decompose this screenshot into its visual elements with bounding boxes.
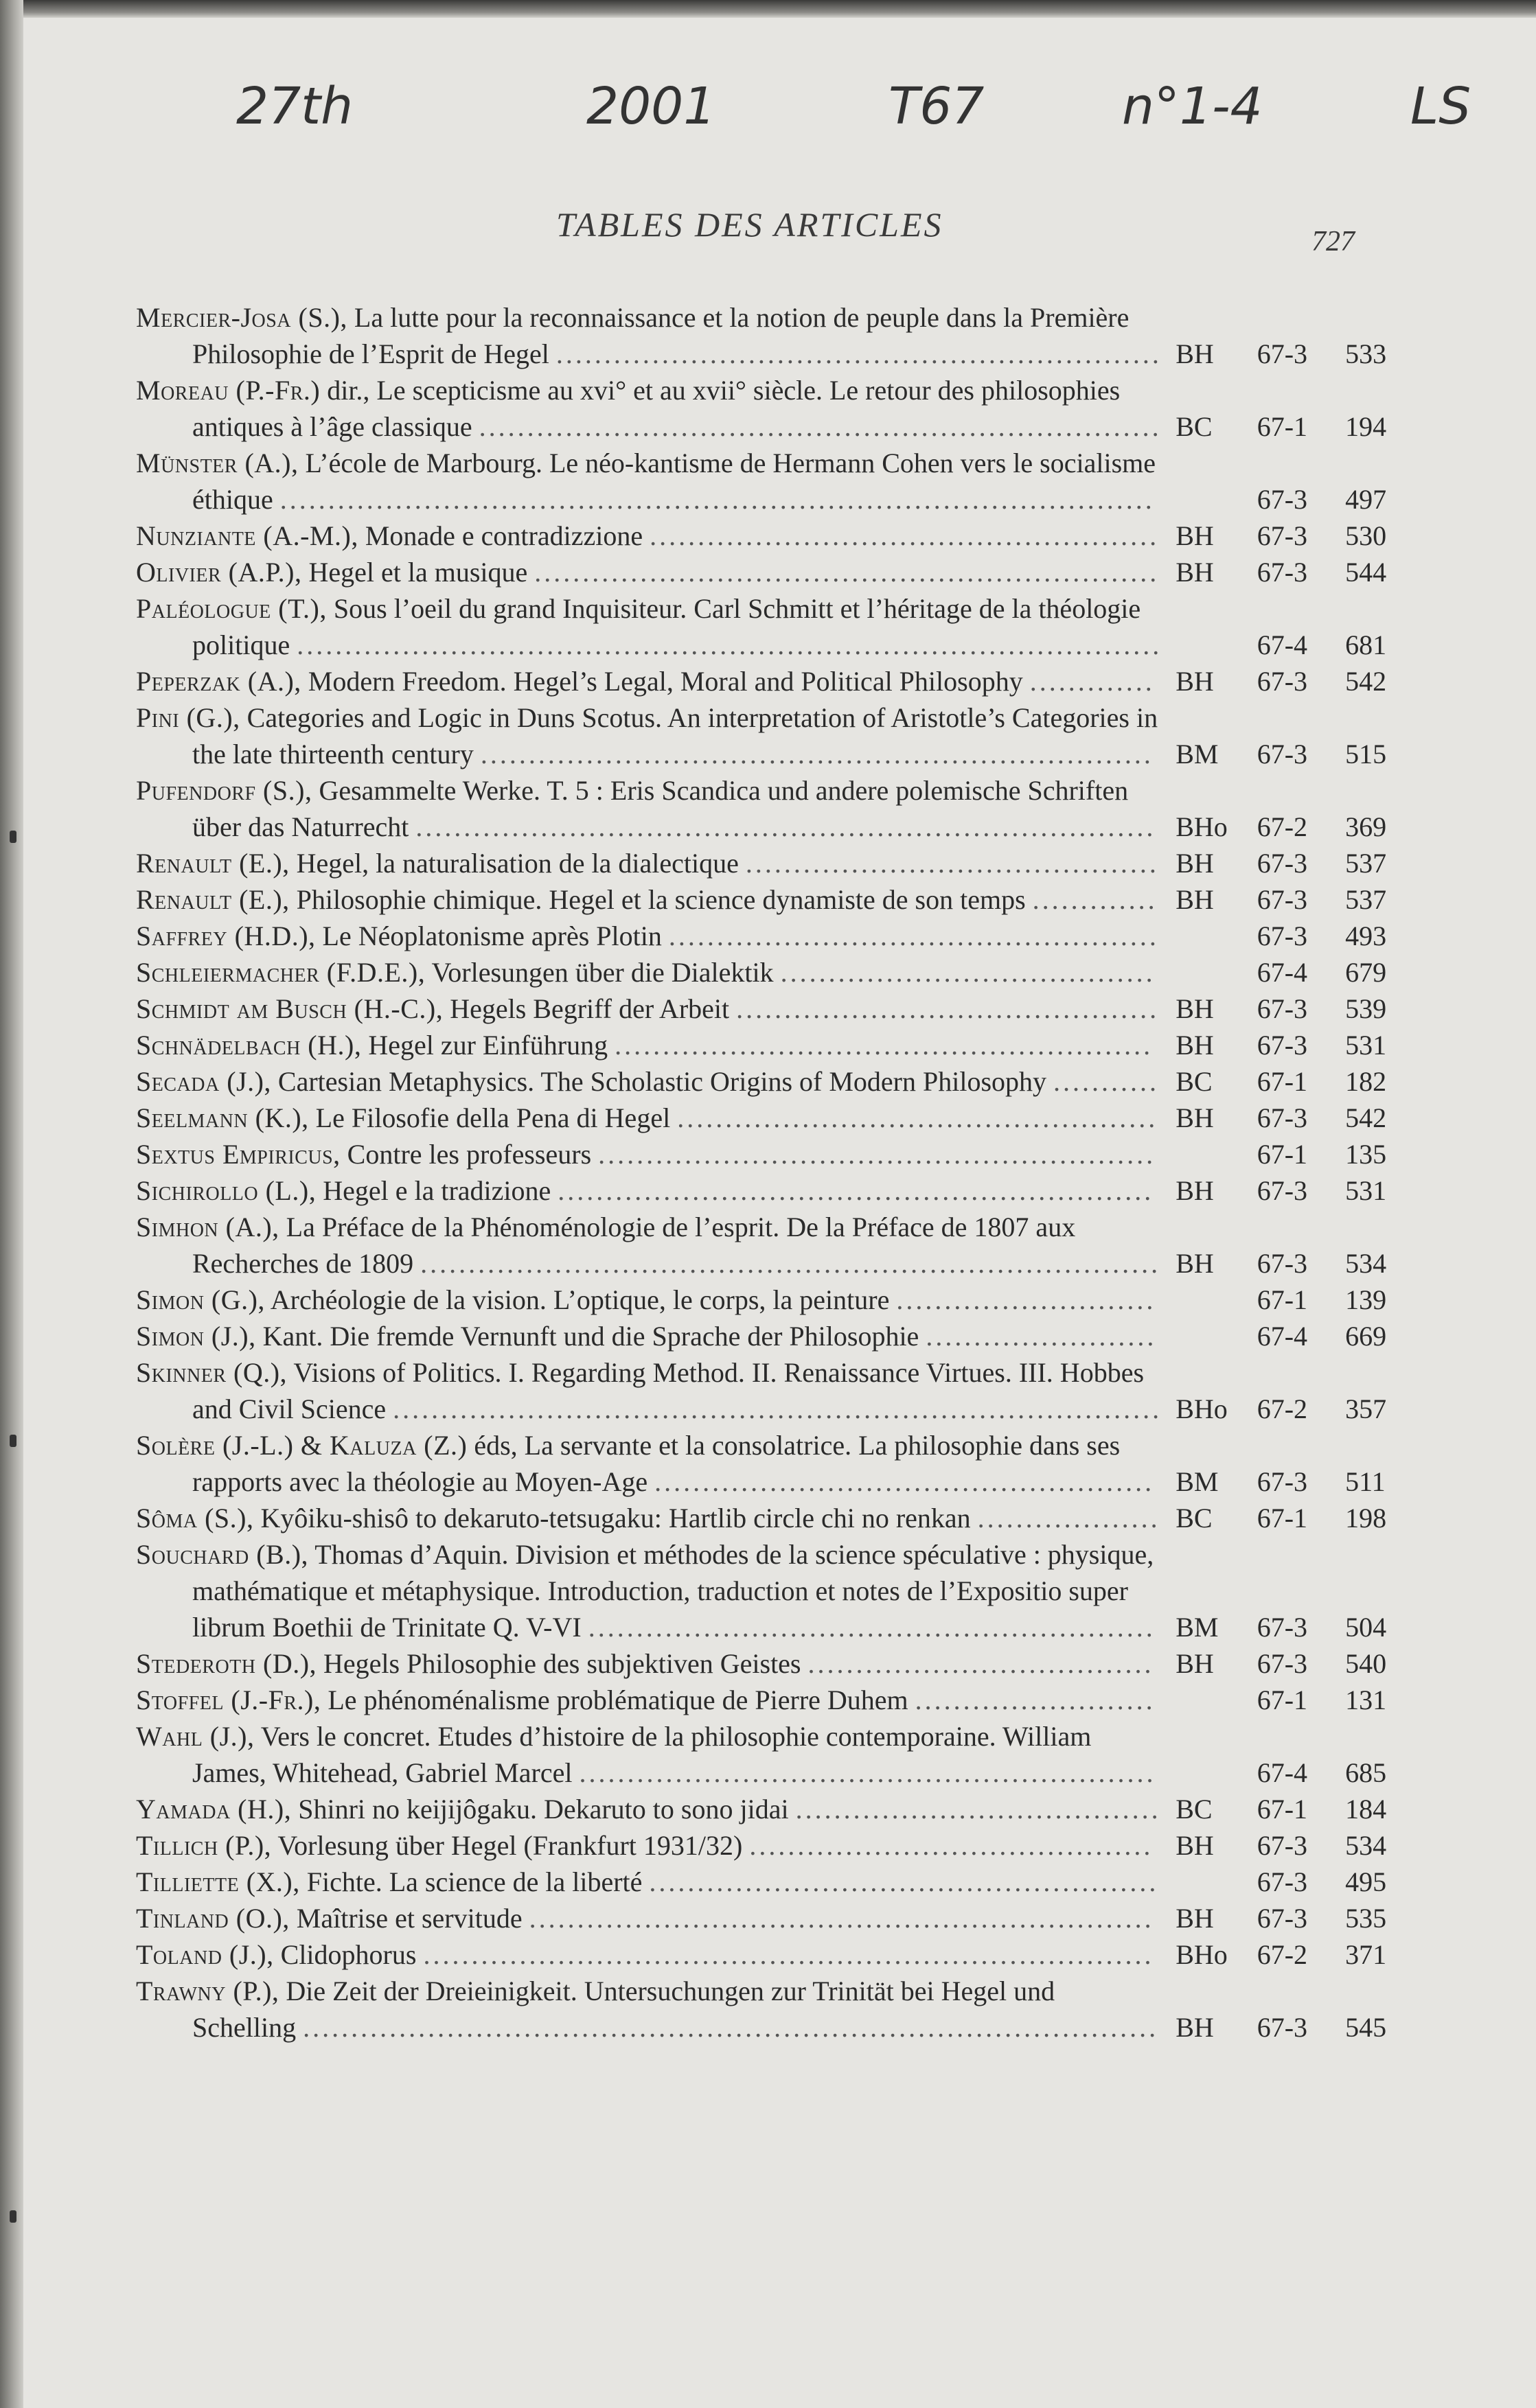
- dot-leader: ...................: [977, 1503, 1160, 1533]
- entry-section-abbr: BH: [1176, 2012, 1214, 2043]
- book-page: [23, 18, 1536, 2408]
- entry-author: Peperzak (A.),: [136, 666, 301, 697]
- index-entry: [136, 1536, 1406, 1645]
- entry-text: [136, 918, 1162, 954]
- scan-left-edge: [0, 0, 23, 2408]
- dot-leader: .............: [1029, 666, 1155, 697]
- entry-volume: 67-2: [1257, 1393, 1308, 1424]
- entry-text: [136, 1209, 1162, 1282]
- index-entry: [136, 845, 1406, 881]
- dot-leader: ...........: [1053, 1066, 1160, 1097]
- entry-title: Die Zeit der Dreieinigkeit. Untersuchungen zur Trinität bei Hegel und Schelling: [192, 1976, 1055, 2043]
- index-entry: [136, 918, 1406, 954]
- entry-page: 504: [1345, 1612, 1387, 1643]
- dot-leader: ................................................................................: [393, 1393, 1162, 1424]
- entry-page: 537: [1345, 884, 1387, 915]
- dot-leader: ..........................................: [749, 1830, 1154, 1861]
- entry-author: Yamada (H.),: [136, 1794, 292, 1825]
- entry-text: [136, 1500, 1162, 1536]
- dot-leader: ......................................: [795, 1794, 1161, 1825]
- handwritten-note-part: 27th: [236, 77, 354, 136]
- entry-title: Vorlesung über Hegel (Frankfurt 1931/32): [271, 1830, 750, 1861]
- entry-title: Le phénoménalisme problématique de Pierre Duhem: [321, 1685, 915, 1715]
- entry-volume: 67-3: [1257, 2012, 1308, 2043]
- entry-title: Cartesian Metaphysics. The Scholastic Origins of Modern Philosophy: [271, 1066, 1054, 1097]
- entry-volume: 67-3: [1257, 1830, 1308, 1861]
- dot-leader: .........................: [915, 1685, 1156, 1715]
- entry-text: [136, 1427, 1162, 1500]
- entry-text: [136, 663, 1162, 699]
- index-entry: [136, 1100, 1406, 1136]
- page-number: 727: [1311, 226, 1355, 257]
- entry-author: Saffrey (H.D.),: [136, 921, 316, 951]
- entry-volume: 67-3: [1257, 993, 1308, 1024]
- entry-title: Vorlesungen über die Dialektik: [425, 957, 781, 988]
- index-entry: [136, 1682, 1406, 1718]
- entry-author: Simon (J.),: [136, 1321, 256, 1352]
- entry-section-abbr: BH: [1176, 1030, 1214, 1061]
- entry-title: La lutte pour la reconnaissance et la notion de peuple dans la Première Philosophie de l’Esprit de Hegel: [192, 302, 1130, 369]
- entry-section-abbr: BC: [1176, 411, 1213, 442]
- dot-leader: .......................................: [780, 957, 1156, 988]
- entry-text: [136, 1027, 1162, 1063]
- entry-page: 544: [1345, 557, 1387, 588]
- entry-text: [136, 554, 1162, 590]
- entry-text: [136, 1063, 1162, 1100]
- entry-text: [136, 1536, 1162, 1645]
- entry-page: 681: [1345, 629, 1387, 660]
- entry-page: 545: [1345, 2012, 1387, 2043]
- entry-author: Paléologue (T.),: [136, 593, 327, 624]
- entry-page: 139: [1345, 1284, 1387, 1315]
- index-entry: [136, 1318, 1406, 1354]
- entry-section-abbr: BH: [1176, 520, 1214, 551]
- dot-leader: ..........................................................: [598, 1139, 1156, 1170]
- entry-page: 542: [1345, 1102, 1387, 1133]
- entry-page: 685: [1345, 1757, 1387, 1788]
- entry-volume: 67-3: [1257, 921, 1308, 951]
- entry-title: Categories and Logic in Duns Scotus. An interpretation of Aristotle’s Categories in the late thirteenth century: [192, 702, 1158, 769]
- margin-mark: [10, 2210, 16, 2223]
- entry-volume: 67-3: [1257, 1102, 1308, 1133]
- entry-text: [136, 1682, 1162, 1718]
- entry-volume: 67-3: [1257, 520, 1308, 551]
- index-entry: [136, 554, 1406, 590]
- entry-title: Kant. Die fremde Vernunft und die Sprache der Philosophie: [255, 1321, 926, 1352]
- entry-title: Contre les professeurs: [340, 1139, 599, 1170]
- entry-title: Le Filosofie della Pena di Hegel: [308, 1102, 678, 1133]
- entry-author: Skinner (Q.),: [136, 1357, 288, 1388]
- entry-volume: 67-1: [1257, 411, 1308, 442]
- entry-volume: 67-3: [1257, 338, 1308, 369]
- entry-section-abbr: BH: [1176, 884, 1214, 915]
- entry-author: Wahl (J.),: [136, 1721, 255, 1752]
- entry-text: [136, 699, 1162, 772]
- index-entry: [136, 1172, 1406, 1209]
- dot-leader: .....................................................: [650, 520, 1160, 551]
- entry-text: [136, 881, 1162, 918]
- entry-page: 540: [1345, 1648, 1387, 1679]
- margin-mark: [10, 1435, 16, 1447]
- index-entry: [136, 1027, 1406, 1063]
- entry-page: 495: [1345, 1866, 1387, 1897]
- entry-page: 669: [1345, 1321, 1387, 1352]
- index-entry: [136, 699, 1406, 772]
- dot-leader: ...........................................: [745, 848, 1159, 879]
- dot-leader: ....................................: [807, 1648, 1154, 1679]
- entry-author: Souchard (B.),: [136, 1539, 309, 1570]
- entry-page: 534: [1345, 1248, 1387, 1279]
- entry-title: Visions of Politics. I. Regarding Method. II. Renaissance Virtues. III. Hobbes and Civil Science: [192, 1357, 1145, 1424]
- entry-title: Archéologie de la vision. L’optique, le corps, la peinture: [264, 1284, 897, 1315]
- entry-section-abbr: BH: [1176, 338, 1214, 369]
- entry-title: Hegels Philosophie des subjektiven Geistes: [317, 1648, 808, 1679]
- dot-leader: .......................................................................: [479, 411, 1162, 442]
- dot-leader: .............: [1032, 884, 1158, 915]
- entry-text: [136, 845, 1162, 881]
- entry-page: 135: [1345, 1139, 1387, 1170]
- dot-leader: .............................................................................: [415, 811, 1156, 842]
- entry-page: 493: [1345, 921, 1387, 951]
- entry-author: Sôma (S.),: [136, 1503, 254, 1533]
- dot-leader: ............................................................................: [423, 1939, 1154, 1970]
- index-entry: [136, 991, 1406, 1027]
- index-entry: [136, 663, 1406, 699]
- entry-title: Hegel et la musique: [301, 557, 535, 588]
- entry-author: Pufendorf (S.),: [136, 775, 312, 806]
- entry-page: 534: [1345, 1830, 1387, 1861]
- entry-text: [136, 991, 1162, 1027]
- entry-volume: 67-3: [1257, 1030, 1308, 1061]
- entry-author: Sichirollo (L.),: [136, 1175, 317, 1206]
- entry-section-abbr: BH: [1176, 1830, 1214, 1861]
- dot-leader: ...........................................................................................: [279, 484, 1155, 515]
- entry-title: Philosophie chimique. Hegel et la science dynamiste de son temps: [289, 884, 1033, 915]
- entry-page: 679: [1345, 957, 1387, 988]
- dot-leader: ........................................................: [615, 1030, 1154, 1061]
- entry-title: Fichte. La science de la liberté: [299, 1866, 650, 1897]
- entry-author: Moreau (P.-Fr.): [136, 375, 321, 406]
- entry-author: Simon (G.),: [136, 1284, 265, 1315]
- entry-title: L’école de Marbourg. Le néo-kantisme de Hermann Cohen vers le socialisme éthique: [192, 448, 1156, 515]
- entry-section-abbr: BH: [1176, 848, 1214, 879]
- entry-title: Maîtrise et servitude: [289, 1903, 529, 1934]
- entry-title: Clidophorus: [273, 1939, 424, 1970]
- entry-title: dir., Le scepticisme au xvi° et au xvii° siècle. Le retour des philosophies antiques à l’âge classique: [192, 375, 1121, 442]
- index-entry: [136, 1900, 1406, 1936]
- entry-volume: 67-3: [1257, 1648, 1308, 1679]
- dot-leader: ............................................: [736, 993, 1160, 1024]
- entry-author: Tinland (O.),: [136, 1903, 290, 1934]
- dot-leader: ...................................................: [668, 921, 1159, 951]
- entry-page: 184: [1345, 1794, 1387, 1825]
- entry-volume: 67-3: [1257, 1866, 1308, 1897]
- index-entry: [136, 1136, 1406, 1172]
- page-title: TABLES DES ARTICLES: [556, 205, 943, 244]
- index-entry: [136, 445, 1406, 518]
- entry-author: Stoffel (J.-Fr.),: [136, 1685, 321, 1715]
- entry-section-abbr: BM: [1176, 1612, 1219, 1643]
- entry-text: [136, 1100, 1162, 1136]
- entry-page: 198: [1345, 1503, 1387, 1533]
- entry-section-abbr: BC: [1176, 1066, 1213, 1097]
- index-entry: [136, 1791, 1406, 1827]
- index-entry: [136, 1864, 1406, 1900]
- entry-text: [136, 954, 1162, 991]
- entry-title: Sous l’oeil du grand Inquisiteur. Carl Schmitt et l’héritage de la théologie politique: [192, 593, 1141, 660]
- entry-section-abbr: BM: [1176, 739, 1219, 769]
- entry-volume: 67-1: [1257, 1066, 1308, 1097]
- dot-leader: .................................................................: [534, 557, 1160, 588]
- dot-leader: .................................................................: [529, 1903, 1154, 1934]
- entry-section-abbr: BH: [1176, 1648, 1214, 1679]
- entry-volume: 67-4: [1257, 1321, 1308, 1352]
- entry-text: [136, 1718, 1162, 1791]
- entry-title: Le Néoplatonisme après Plotin: [315, 921, 669, 951]
- dot-leader: ....................................................: [654, 1466, 1155, 1497]
- entry-author: Sextus Empiricus,: [136, 1139, 341, 1170]
- entry-section-abbr: BH: [1176, 1175, 1214, 1206]
- entry-title: Monade e contradizzione: [358, 520, 650, 551]
- entry-author: Toland (J.),: [136, 1939, 274, 1970]
- entry-text: [136, 1900, 1162, 1936]
- index-entry: [136, 1973, 1406, 2046]
- entry-section-abbr: BH: [1176, 1102, 1214, 1133]
- entry-volume: 67-4: [1257, 1757, 1308, 1788]
- entry-page: 530: [1345, 520, 1387, 551]
- entry-text: [136, 1282, 1162, 1318]
- index-entry: [136, 1827, 1406, 1864]
- entry-text: [136, 1827, 1162, 1864]
- entry-title: Hegel e la tradizione: [316, 1175, 558, 1206]
- index-entry: [136, 1354, 1406, 1427]
- entry-page: 533: [1345, 338, 1387, 369]
- entry-volume: 67-3: [1257, 557, 1308, 588]
- entry-section-abbr: BC: [1176, 1503, 1213, 1533]
- entry-page: 537: [1345, 848, 1387, 879]
- entry-volume: 67-2: [1257, 1939, 1308, 1970]
- entry-author: Tilliette (X.),: [136, 1866, 300, 1897]
- entry-volume: 67-3: [1257, 1248, 1308, 1279]
- entry-volume: 67-3: [1257, 848, 1308, 879]
- dot-leader: .........................................................................................: [303, 2012, 1159, 2043]
- handwritten-note-part: T67: [889, 77, 985, 136]
- entry-title: Modern Freedom. Hegel’s Legal, Moral and Political Philosophy: [301, 666, 1030, 697]
- entry-text: [136, 772, 1162, 845]
- entry-text: [136, 445, 1162, 518]
- entry-page: 369: [1345, 811, 1387, 842]
- entry-section-abbr: BHo: [1176, 1939, 1228, 1970]
- handwritten-note-part: LS: [1410, 77, 1471, 136]
- entry-volume: 67-4: [1257, 629, 1308, 660]
- entry-author: Tillich (P.),: [136, 1830, 272, 1861]
- index-entry: [136, 1500, 1406, 1536]
- entry-text: [136, 1936, 1162, 1973]
- entry-text: [136, 372, 1162, 445]
- dot-leader: ...........................................................: [588, 1612, 1156, 1643]
- entry-section-abbr: BH: [1176, 557, 1214, 588]
- index-entry: [136, 1427, 1406, 1500]
- handwritten-note-part: n°1-4: [1122, 77, 1263, 136]
- entry-text: [136, 1172, 1162, 1209]
- dot-leader: ........................: [926, 1321, 1157, 1352]
- entry-page: 515: [1345, 739, 1387, 769]
- entry-title: La Préface de la Phénoménologie de l’esprit. De la Préface de 1807 aux Recherches de 1809: [192, 1212, 1076, 1279]
- index-entry: [136, 1209, 1406, 1282]
- entry-volume: 67-1: [1257, 1284, 1308, 1315]
- entry-author: Pini (G.),: [136, 702, 240, 733]
- dot-leader: ..............................................................: [558, 1175, 1154, 1206]
- index-entry: [136, 1063, 1406, 1100]
- entry-page: 542: [1345, 666, 1387, 697]
- entry-text: [136, 590, 1162, 663]
- entry-volume: 67-3: [1257, 1175, 1308, 1206]
- entry-volume: 67-3: [1257, 1466, 1308, 1497]
- entry-text: [136, 1318, 1162, 1354]
- entry-section-abbr: BC: [1176, 1794, 1213, 1825]
- index-entry: [136, 1645, 1406, 1682]
- index-entry: [136, 1936, 1406, 1973]
- entry-author: Stederoth (D.),: [136, 1648, 317, 1679]
- entry-section-abbr: BHo: [1176, 1393, 1228, 1424]
- entry-title: Vers le concret. Etudes d’histoire de la philosophie contemporaine. William James, Whitehead, Gabriel Marcel: [192, 1721, 1092, 1788]
- entry-text: [136, 1864, 1162, 1900]
- entry-page: 531: [1345, 1030, 1387, 1061]
- entry-author: Nunziante (A.-M.),: [136, 520, 358, 551]
- dot-leader: ..........................................................................................: [297, 629, 1162, 660]
- dot-leader: ...........................: [896, 1284, 1156, 1315]
- entry-page: 357: [1345, 1393, 1387, 1424]
- entry-volume: 67-3: [1257, 1903, 1308, 1934]
- index-entry-list: [136, 299, 1406, 2046]
- entry-text: [136, 299, 1162, 372]
- entry-page: 535: [1345, 1903, 1387, 1934]
- entry-volume: 67-3: [1257, 1612, 1308, 1643]
- index-entry: [136, 881, 1406, 918]
- entry-title: Thomas d’Aquin. Division et méthodes de la science spéculative : physique, mathématique et métaphysique. Introduction, traduction et notes de l’Expositio super librum Boethii de Trinitate Q. V-VI: [192, 1539, 1154, 1643]
- entry-text: [136, 1354, 1162, 1427]
- entry-page: 539: [1345, 993, 1387, 1024]
- entry-page: 371: [1345, 1939, 1387, 1970]
- entry-section-abbr: BH: [1176, 1248, 1214, 1279]
- entry-page: 531: [1345, 1175, 1387, 1206]
- entry-author: Mercier-Josa (S.),: [136, 302, 347, 333]
- index-entry: [136, 1718, 1406, 1791]
- entry-text: [136, 518, 1162, 554]
- entry-section-abbr: BH: [1176, 1903, 1214, 1934]
- index-entry: [136, 954, 1406, 991]
- entry-volume: 67-3: [1257, 884, 1308, 915]
- entry-volume: 67-4: [1257, 957, 1308, 988]
- entry-volume: 67-3: [1257, 666, 1308, 697]
- entry-text: [136, 1791, 1162, 1827]
- entry-author: Simhon (A.),: [136, 1212, 279, 1242]
- handwritten-note-part: 2001: [586, 77, 716, 136]
- dot-leader: ...............................................................: [555, 338, 1162, 369]
- entry-page: 194: [1345, 411, 1387, 442]
- entry-author: Secada (J.),: [136, 1066, 271, 1097]
- scan-top-edge: [0, 0, 1536, 18]
- entry-section-abbr: BHo: [1176, 811, 1228, 842]
- entry-title: Hegel zur Einführung: [361, 1030, 615, 1061]
- entry-author: Schleiermacher (F.D.E.),: [136, 957, 426, 988]
- index-entry: [136, 1282, 1406, 1318]
- entry-author: Renault (E.),: [136, 884, 290, 915]
- entry-author: Trawny (P.),: [136, 1976, 279, 2006]
- entry-title: Hegels Begriff der Arbeit: [443, 993, 737, 1024]
- entry-section-abbr: BM: [1176, 1466, 1219, 1497]
- entry-text: [136, 1645, 1162, 1682]
- entry-author: Solère (J.-L.) & Kaluza (Z.): [136, 1430, 468, 1461]
- entry-text: [136, 1136, 1162, 1172]
- dot-leader: ............................................................: [579, 1757, 1156, 1788]
- entry-volume: 67-3: [1257, 484, 1308, 515]
- index-entry: [136, 299, 1406, 372]
- entry-page: 182: [1345, 1066, 1387, 1097]
- entry-page: 497: [1345, 484, 1387, 515]
- entry-page: 131: [1345, 1685, 1387, 1715]
- index-entry: [136, 518, 1406, 554]
- entry-title: Gesammelte Werke. T. 5 : Eris Scandica und andere polemische Schriften über das Naturrecht: [192, 775, 1129, 842]
- entry-author: Schmidt am Busch (H.-C.),: [136, 993, 444, 1024]
- entry-volume: 67-1: [1257, 1503, 1308, 1533]
- entry-title: éds, La servante et la consolatrice. La philosophie dans ses rapports avec la théologie au Moyen-Age: [192, 1430, 1121, 1497]
- entry-author: Seelmann (K.),: [136, 1102, 309, 1133]
- entry-volume: 67-1: [1257, 1794, 1308, 1825]
- index-entry: [136, 372, 1406, 445]
- dot-leader: .....................................................: [649, 1866, 1159, 1897]
- entry-author: Renault (E.),: [136, 848, 290, 879]
- entry-author: Münster (A.),: [136, 448, 299, 478]
- dot-leader: .............................................................................: [420, 1248, 1161, 1279]
- entry-title: Kyôiku-shisô to dekaruto-tetsugaku: Hartlib circle chi no renkan: [253, 1503, 978, 1533]
- entry-volume: 67-1: [1257, 1685, 1308, 1715]
- entry-volume: 67-2: [1257, 811, 1308, 842]
- entry-text: [136, 1973, 1162, 2046]
- entry-title: Hegel, la naturalisation de la dialectique: [289, 848, 746, 879]
- entry-volume: 67-1: [1257, 1139, 1308, 1170]
- dot-leader: ..................................................: [677, 1102, 1158, 1133]
- index-entry: [136, 772, 1406, 845]
- entry-section-abbr: BH: [1176, 666, 1214, 697]
- entry-volume: 67-3: [1257, 739, 1308, 769]
- entry-author: Schnädelbach (H.),: [136, 1030, 362, 1061]
- dot-leader: ......................................................................: [480, 739, 1154, 769]
- index-entry: [136, 590, 1406, 663]
- entry-title: Shinri no keijijôgaku. Dekaruto to sono jidai: [291, 1794, 796, 1825]
- entry-author: Olivier (A.P.),: [136, 557, 302, 588]
- handwritten-note: [229, 77, 1536, 152]
- margin-mark: [10, 831, 16, 843]
- entry-section-abbr: BH: [1176, 993, 1214, 1024]
- entry-page: 511: [1345, 1466, 1386, 1497]
